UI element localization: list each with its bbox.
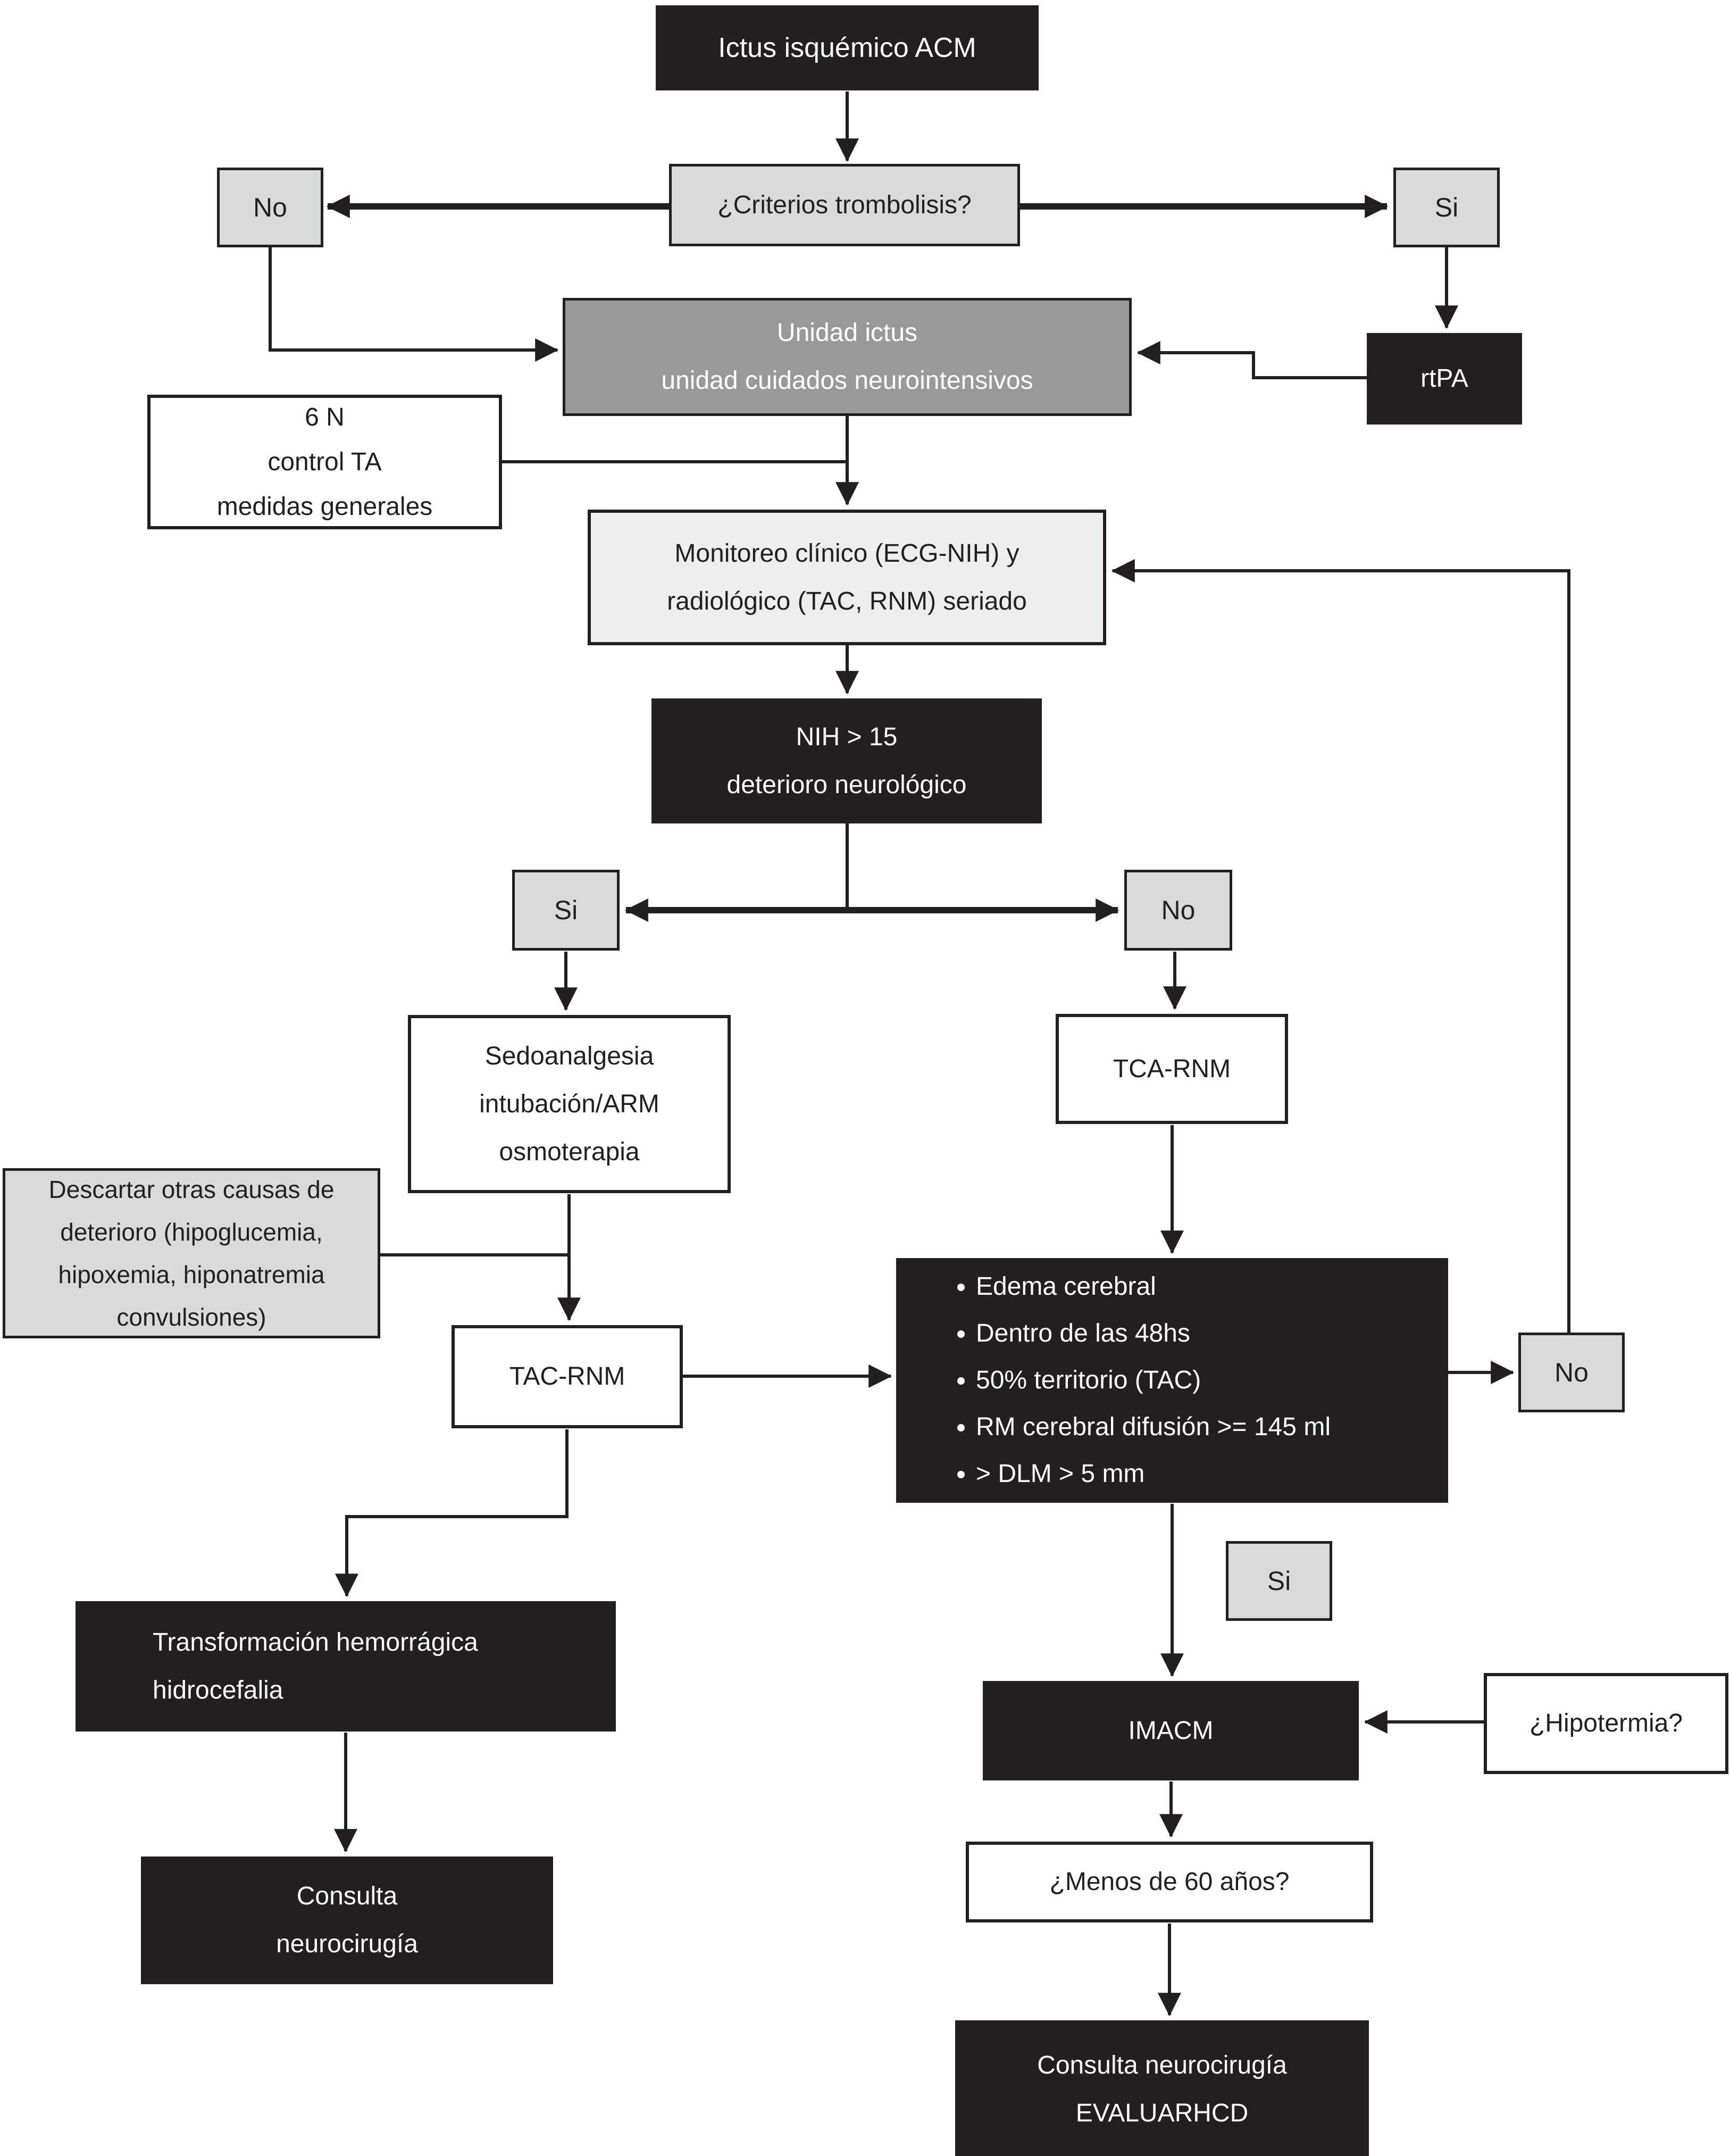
node-label: No — [1161, 895, 1196, 925]
criteria-item: • Dentro de las 48hs — [976, 1310, 1331, 1357]
label-no-trombolisis — [217, 168, 323, 247]
node-line: neurocirugía — [276, 1930, 418, 1958]
node-criterios-malignos — [896, 1258, 1448, 1503]
arrow-rtpa-to-unidad — [1138, 353, 1367, 378]
node-line: unidad cuidados neurointensivos — [661, 367, 1033, 395]
node-line: convulsiones) — [116, 1303, 266, 1331]
node-line: 6 N — [305, 403, 345, 431]
node-label: ¿Criterios trombolisis? — [717, 190, 972, 219]
node-line: Consulta neurocirugía — [1037, 2051, 1287, 2079]
node-line: Unidad ictus — [776, 319, 918, 347]
node-label: rtPA — [1420, 364, 1468, 393]
node-line: radiológico (TAC, RNM) seriado — [667, 587, 1027, 615]
node-line: hidrocefalia — [153, 1676, 283, 1704]
criteria-item: • RM cerebral difusión >= 145 ml — [976, 1404, 1331, 1451]
node-consulta-final — [955, 2020, 1369, 2156]
node-label: No — [253, 193, 287, 222]
node-line: Sedoanalgesia — [484, 1042, 654, 1070]
criteria-item: • Edema cerebral — [976, 1263, 1331, 1310]
node-descartar-causas — [3, 1168, 380, 1338]
node-line: osmoterapia — [499, 1137, 640, 1166]
node-label: IMACM — [1128, 1716, 1214, 1745]
criteria-list — [896, 1263, 1352, 1497]
node-unidad-ictus — [563, 298, 1132, 416]
node-medidas-generales — [147, 395, 502, 529]
node-line: NIH > 15 — [796, 722, 898, 751]
node-monitoreo — [588, 510, 1106, 645]
node-nih-deterioro — [651, 698, 1042, 823]
node-ictus-isquemico — [656, 5, 1039, 90]
node-consulta-neurocirugia — [141, 1857, 553, 1984]
arrow-no-loop-to-monitoreo — [1113, 571, 1569, 1333]
node-tac-rnm — [452, 1325, 683, 1428]
node-criterios-trombolisis — [669, 164, 1020, 246]
node-hipotermia — [1484, 1673, 1728, 1774]
node-line: intubación/ARM — [479, 1089, 659, 1118]
arrow-tac-to-transformacion — [347, 1429, 567, 1596]
node-rtpa — [1367, 333, 1522, 424]
node-label: Si — [1267, 1566, 1291, 1596]
node-label: No — [1555, 1358, 1589, 1387]
arrow-no-to-unidad — [270, 247, 557, 350]
node-label: Si — [554, 895, 578, 925]
label-si-deterioro — [512, 870, 620, 951]
node-line: control TA — [268, 447, 382, 476]
node-tca-rnm — [1056, 1014, 1288, 1124]
node-label: Ictus isquémico ACM — [718, 32, 976, 63]
label-no-criterios — [1518, 1333, 1625, 1412]
node-line: Consulta — [296, 1882, 398, 1910]
node-line: deterioro (hipoglucemia, — [60, 1218, 323, 1246]
node-label: TCA-RNM — [1113, 1054, 1231, 1083]
label-si-trombolisis — [1393, 168, 1500, 247]
node-line: medidas generales — [216, 492, 433, 521]
label-si-criterios — [1226, 1541, 1332, 1621]
node-menos-60 — [966, 1842, 1373, 1922]
node-label: TAC-RNM — [509, 1362, 625, 1391]
node-line: hipoxemia, hiponatremia — [58, 1261, 325, 1288]
node-label: ¿Hipotermia? — [1529, 1709, 1683, 1737]
node-line: Descartar otras causas de — [48, 1176, 335, 1203]
node-imacm — [983, 1681, 1359, 1780]
node-label: Si — [1434, 193, 1459, 222]
node-label: ¿Menos de 60 años? — [1049, 1868, 1290, 1896]
node-line: Transformación hemorrágica — [153, 1628, 478, 1656]
criteria-item: • 50% territorio (TAC) — [976, 1357, 1331, 1404]
label-no-deterioro — [1124, 870, 1232, 951]
node-transformacion-hemorragica — [76, 1601, 616, 1732]
node-line: EVALUARHCD — [1075, 2099, 1249, 2127]
node-line: deterioro neurológico — [726, 770, 967, 799]
node-sedoanalgesia — [408, 1015, 731, 1193]
node-line: Monitoreo clínico (ECG-NIH) y — [674, 539, 1019, 568]
criteria-item: • > DLM > 5 mm — [976, 1451, 1331, 1497]
